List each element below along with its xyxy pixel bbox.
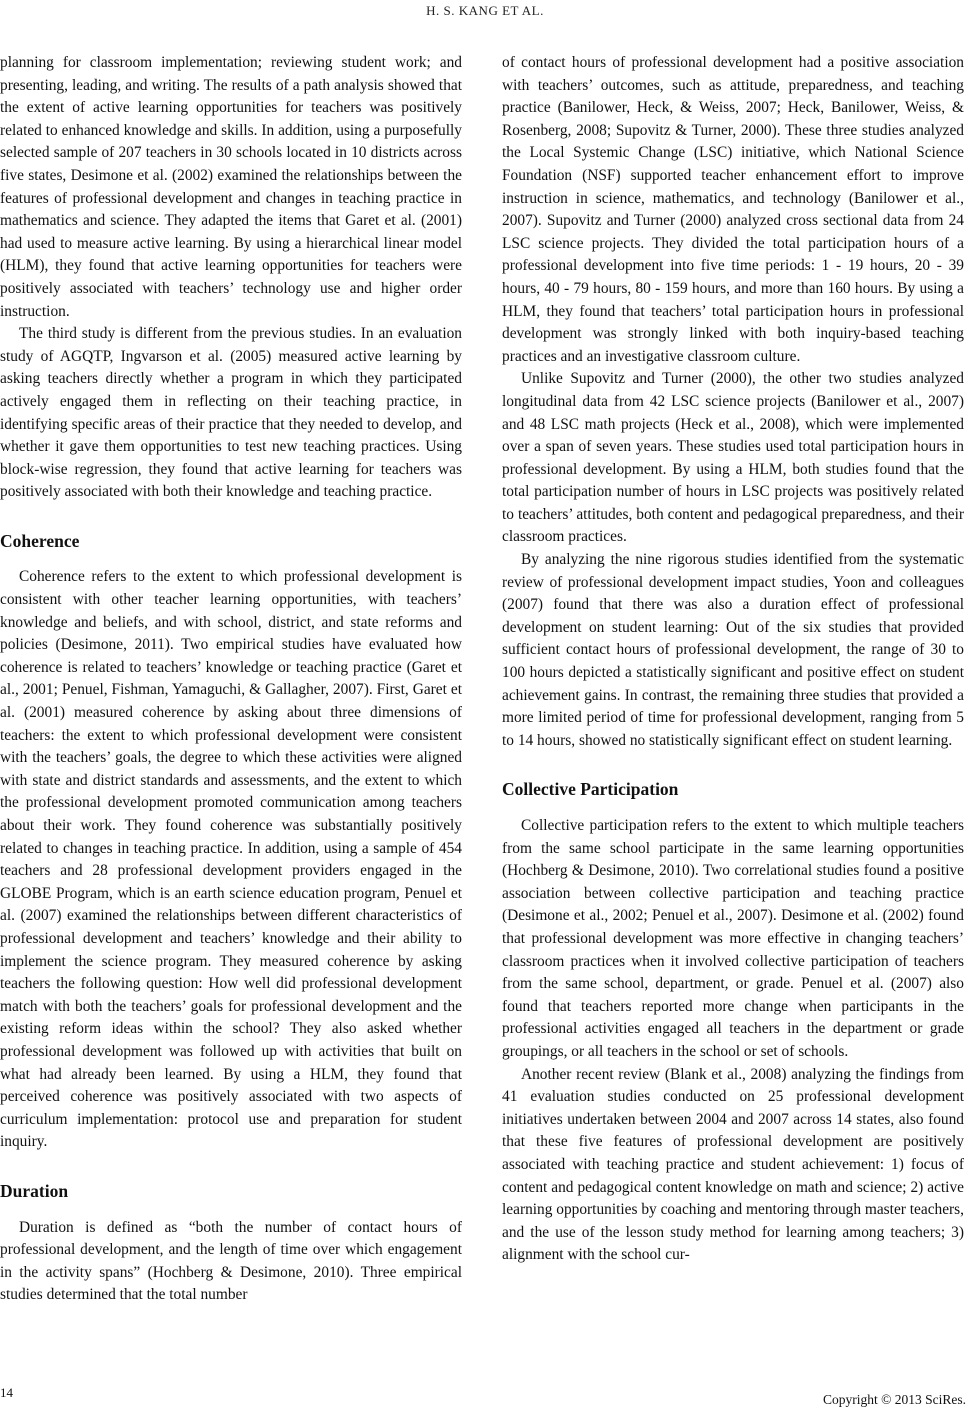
paragraph: Coherence refers to the extent to which professional development is consistent with other teacher learning opportunities, with teachers’ knowledge and beliefs, and with school, district, and state reforms and policies (Desimone, 2011). Two empirical studies have evaluated how coherence is related to teachers’ knowledge or teaching practice (Garet et al., 2001; Penuel, Fishman, Yamaguchi, & Gallagher, 2007). First, Garet et al. (2001) measured coherence by asking about three dimensions of teachers: the extent to which professional development were consistent with the teachers’ goals, the degree to which these activities were aligned with state and district standards and assessments, and the extent to which the professional development promoted communication among teachers about their work. They found coherence was substantially positively related to changes in teaching practice. In addition, using a sample of 454 teachers and 28 professional development providers engaged in the GLOBE Program, which is an earth science education program, Penuel et al. (2007) examined the relationships between different characteristics of professional development and teachers’ knowledge and their ability to implement the science program. They measured coherence by asking teachers the following question: How well did professional development match with both the teachers’ goals for professional development and the existing reform ideas within the school? They also asked whether professional development was followed up with activities that built on what had already been learned. By using a HLM, they found that perceived coherence was positively associated with two aspects of curriculum implementation: protocol use and preparation for student inquiry. xyxy=(0,568,462,1151)
paragraph: of contact hours of professional development had a positive association with teachers’ outcomes, such as attitude, preparedness, and teaching practice (Banilower, Heck, & Weiss, 2007; Heck, Banilower, Weiss, & Rosenberg, 2008; Supovitz & Turner, 2000). These three studies analyzed the Local Systemic Change (LSC) initiative, which National Science Foundation (NSF) supported teacher enhancement effort to improve instruction in science, mathematics, and technology (Banilower et al., 2007). Supovitz and Turner (2000) analyzed cross sectional data from 24 LSC science projects. They divided the total participation hours of a professional development into five time periods: 1 - 19 hours, 20 - 39 hours, 40 - 79 hours, 80 - 159 hours, and more than 160 hours. By using a HLM, they found that teachers’ total participation hours in professional development was strongly linked with both inquiry-based teaching practices and an investigative classroom culture. xyxy=(502,54,964,365)
paragraph: Collective participation refers to the extent to which multiple teachers from the same school participate in the same learning opportunities (Hochberg & Desimone, 2010). Two correlational studies found a positive association between collective participation and teaching practice (Desimone et al., 2002; Penuel et al., 2007). Desimone et al. (2002) found that professional development was more effective in changing teachers’ classroom practices when it involved collective participation of teachers from the same school, department, or grade. Penuel et al. (2007) also found that teachers reported more change when participants in the professional activities engaged all teachers in the department or grade groupings, or all teachers in the school or set of schools. xyxy=(502,817,964,1060)
paragraph: Another recent review (Blank et al., 2008) analyzing the findings from 41 evaluation studies conducted on 25 professional development initiatives undertaken between 2004 and 2007 across 14 states, also found that these five features of professional development are positively associated with teaching practice and student achievement: 1) focus of content and pedagogical content knowledge on math and science; 2) active learning opportunities by coaching and mentoring through master teachers, and the use of the lesson study method for learning among teachers; 3) alignment with the school cur- xyxy=(502,1065,965,1264)
section-heading-collective-participation: Collective Participation xyxy=(502,779,679,800)
copyright-notice: Copyright © 2013 SciRes. xyxy=(822,1392,966,1407)
left-column xyxy=(0,52,462,1307)
paragraph: The third study is different from the previous studies. In an evaluation study of AGQTP, Ingvarson et al. (2005) measured active learning by asking teachers directly whether a program in which they participated actively engaged them in reflecting on their teaching practice, in identifying specific areas of their practice that they needed to develop, and whether it gave them opportunities to test new teaching practices. Using block-wise regression, they found that active learning for teachers was positively associated with both their knowledge and teaching practice. xyxy=(0,325,462,501)
right-column xyxy=(502,52,964,1267)
running-head: H. S. KANG ET AL. xyxy=(426,3,544,18)
paragraph: Duration is defined as “both the number of contact hours of professional development, and the length of time over which engagement in the activity spans” (Hochberg & Desimone, 2010). Three empirical studies determined that the total number xyxy=(0,1218,462,1304)
paragraph: By analyzing the nine rigorous studies identified from the systematic review of professional development impact studies, Yoon and colleagues (2007) found that there was also a duration effect of professional development on student learning: Out of the six studies that provided sufficient contact hours of professional development, the range of 30 to 100 hours depicted a statistically significant and positive effect on student achievement gains. In contrast, the remaining three studies that provided a more limited period of time for professional development, ranging from 5 to 14 hours, showed no statistically significant effect on student learning. xyxy=(502,551,964,749)
section-heading-coherence: Coherence xyxy=(0,530,80,551)
paragraph: Unlike Supovitz and Turner (2000), the other two studies analyzed longitudinal data from 42 LSC science projects (Banilower et al., 2007) and 48 LSC math projects (Heck et al., 2008), which were implemented over a span of seven years. These studies used total participation hours in professional development. By using a HLM, both studies found that the total participation number of hours in LSC projects was positively related to teachers’ attitudes, both content and pedagogical preparedness, and their classroom practices. xyxy=(502,370,964,546)
section-heading-duration: Duration xyxy=(0,1180,69,1201)
paragraph: planning for classroom implementation; reviewing student work; and presenting, leading, and writing. The results of a path analysis showed that the extent of active learning opportunities for teachers was positively related to enhanced knowledge and skills. In addition, using a purposefully selected sample of 207 teachers in 30 schools located in 10 districts across five states, Desimone et al. (2002) examined the relationships between the features of professional development and changes in teaching practice in mathematics and science. They adapted the items that Garet et al. (2001) had used to measure active learning. By using a hierarchical linear model (HLM), they found that active learning opportunities for teachers were positively associated with teachers’ technology use and higher order instruction. xyxy=(0,54,462,320)
page-number: 14 xyxy=(0,1385,13,1400)
